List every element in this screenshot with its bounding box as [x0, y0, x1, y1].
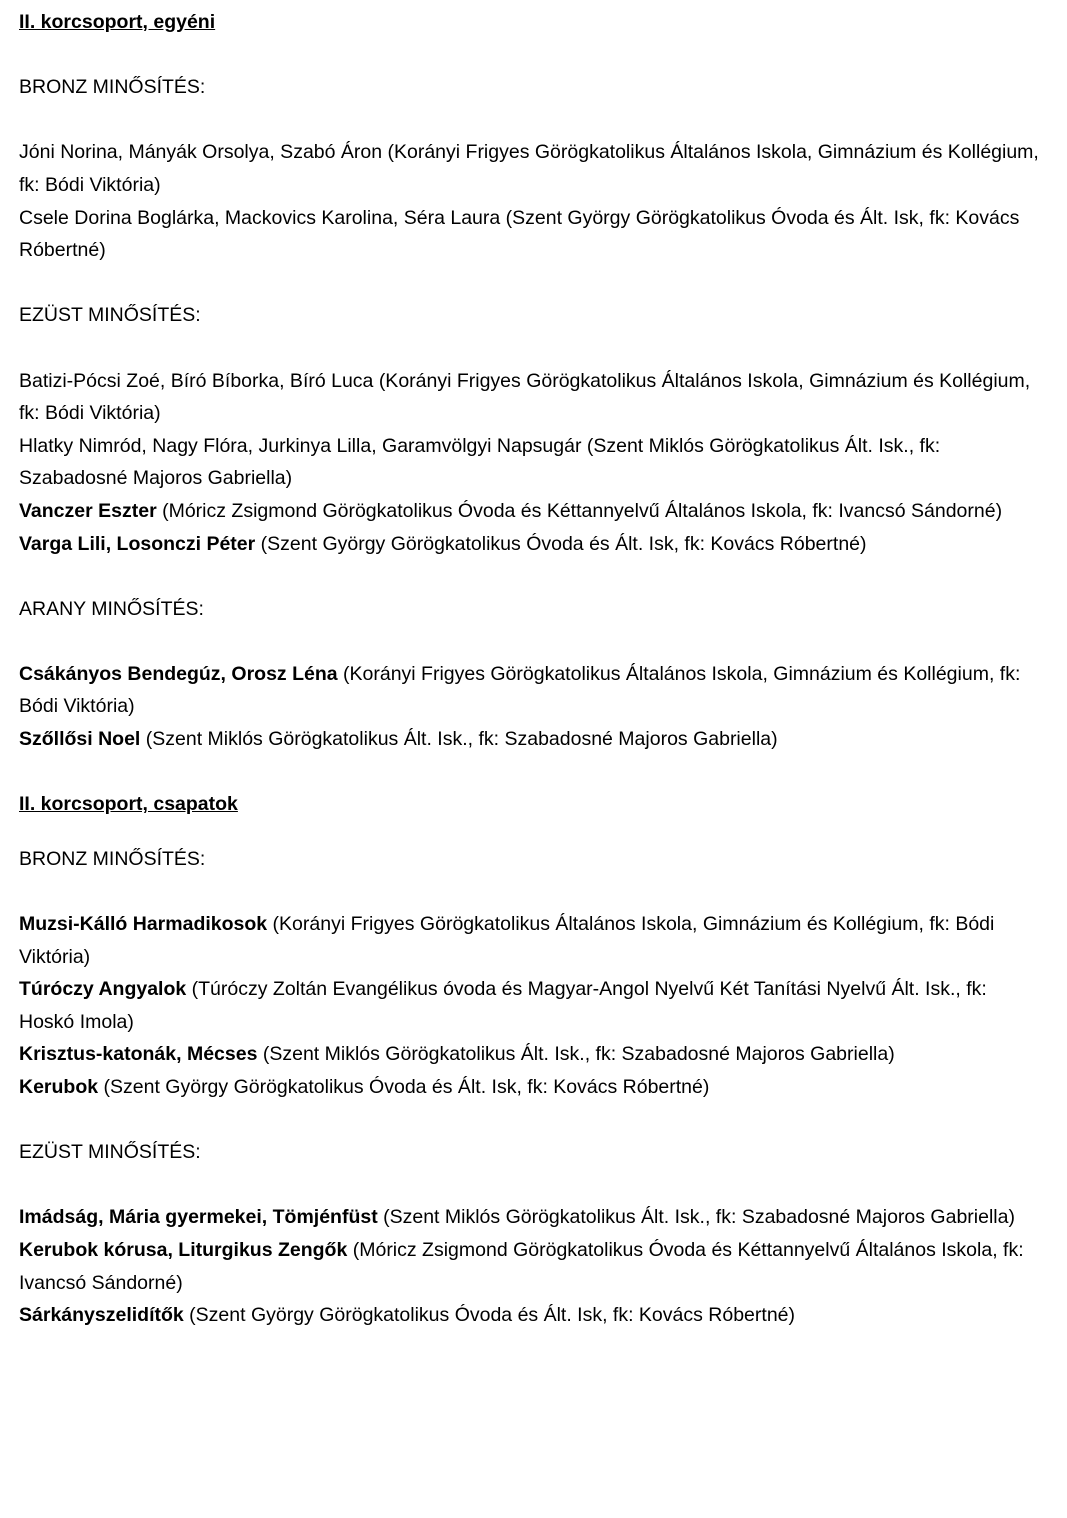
list-item — [19, 973, 1044, 1038]
entry-names: Sárkányszelidítők — [19, 1304, 184, 1327]
list-item — [19, 365, 1044, 430]
group-gold — [19, 593, 1044, 789]
list-item — [19, 202, 1044, 267]
list-item — [19, 430, 1044, 495]
entry-names: Imádság, Mária gyermekei, Tömjénfüst — [19, 1206, 378, 1229]
entry-names: Szőllősi Noel — [19, 728, 141, 751]
entry-details: (Korányi Frigyes Görögkatolikus Általános Iskola, Gimnázium és Kollégium, fk: Bódi Viktória) — [19, 913, 995, 968]
section-teams — [19, 788, 1044, 1332]
entry-details: Batizi-Pócsi Zoé, Bíró Bíborka, Bíró Luca (Korányi Frigyes Görögkatolikus Általános Iskola, Gimnázium és Kollégium, fk: Bódi Viktória) — [19, 369, 1031, 425]
entry-names: Muzsi-Kálló Harmadikosok — [19, 913, 268, 936]
entry-names: Vanczer Eszter — [19, 499, 157, 522]
rating-label: BRONZ MINŐSÍTÉS: — [19, 76, 206, 99]
section-individual — [19, 6, 1044, 788]
list-item — [19, 908, 1044, 973]
list-item — [19, 1201, 1044, 1234]
list-item — [19, 528, 1044, 561]
entry-details: (Korányi Frigyes Görögkatolikus Általános Iskola, Gimnázium és Kollégium, fk: Bódi Viktória) — [19, 662, 1021, 718]
entry-names: Krisztus-katonák, Mécses — [19, 1043, 258, 1066]
entry-details: (Móricz Zsigmond Görögkatolikus Óvoda és Kéttannyelvű Általános Iskola, fk: Ivancsó Sándorné) — [156, 499, 1003, 522]
list-item — [19, 1038, 1044, 1071]
entry-details: (Szent György Görögkatolikus Óvoda és Ált. Isk, fk: Kovács Róbertné) — [183, 1304, 796, 1327]
group-bronze — [19, 843, 1044, 1136]
section-heading: II. korcsoport, csapatok — [19, 793, 238, 816]
entry-details: (Szent Miklós Görögkatolikus Ált. Isk., fk: Szabadosné Majoros Gabriella) — [140, 728, 778, 751]
entry-details: (Szent György Görögkatolikus Óvoda és Ált. Isk, fk: Kovács Róbertné) — [98, 1076, 710, 1098]
entry-details: (Túróczy Zoltán Evangélikus óvoda és Magyar-Angol Nyelvű Két Tanítási Nyelvű Ált. Isk., fk: Hoskó Imola) — [19, 978, 987, 1033]
entry-details: (Szent Miklós Görögkatolikus Ált. Isk., fk: Szabadosné Majoros Gabriella) — [377, 1206, 1015, 1229]
entry-names: Kerubok — [19, 1076, 99, 1098]
list-item — [19, 495, 1044, 528]
list-item — [19, 658, 1044, 723]
list-item — [19, 1071, 1044, 1104]
entry-details: Csele Dorina Boglárka, Mackovics Karolina, Séra Laura (Szent György Görögkatolikus Óvoda és Ált. Isk, fk: Kovács Róbertné) — [19, 206, 1020, 262]
entry-details: Hlatky Nimród, Nagy Flóra, Jurkinya Lilla, Garamvölgyi Napsugár (Szent Miklós Görögkatolikus Ált. Isk., fk: Szabadosné Majoros Gabriella) — [19, 434, 941, 490]
rating-label: BRONZ MINŐSÍTÉS: — [19, 847, 206, 870]
group-silver — [19, 299, 1044, 592]
section-heading: II. korcsoport, egyéni — [19, 11, 216, 33]
entry-names: Túróczy Angyalok — [19, 978, 187, 1001]
group-bronze — [19, 71, 1044, 299]
rating-label: EZÜST MINŐSÍTÉS: — [19, 304, 201, 327]
document-page — [19, 6, 1044, 1332]
group-silver — [19, 1136, 1044, 1332]
rating-label: EZÜST MINŐSÍTÉS: — [19, 1141, 201, 1164]
list-item — [19, 1299, 1044, 1332]
entry-details: (Szent György Görögkatolikus Óvoda és Ált. Isk, fk: Kovács Róbertné) — [255, 532, 867, 555]
entry-names: Kerubok kórusa, Liturgikus Zengők — [19, 1238, 348, 1261]
entry-details: (Móricz Zsigmond Görögkatolikus Óvoda és Kéttannyelvű Általános Iskola, fk: Ivancsó Sándorné) — [19, 1238, 1024, 1294]
list-item — [19, 1234, 1044, 1299]
entry-details: (Szent Miklós Görögkatolikus Ált. Isk., fk: Szabadosné Majoros Gabriella) — [257, 1043, 895, 1066]
list-item — [19, 136, 1044, 201]
rating-label: ARANY MINŐSÍTÉS: — [19, 597, 204, 620]
list-item — [19, 723, 1044, 756]
entry-names: Csákányos Bendegúz, Orosz Léna — [19, 662, 338, 685]
entry-details: Jóni Norina, Mányák Orsolya, Szabó Áron (Korányi Frigyes Görögkatolikus Általános Iskola, Gimnázium és Kollégium, fk: Bódi Viktória) — [19, 141, 1039, 196]
entry-names: Varga Lili, Losonczi Péter — [19, 532, 256, 555]
